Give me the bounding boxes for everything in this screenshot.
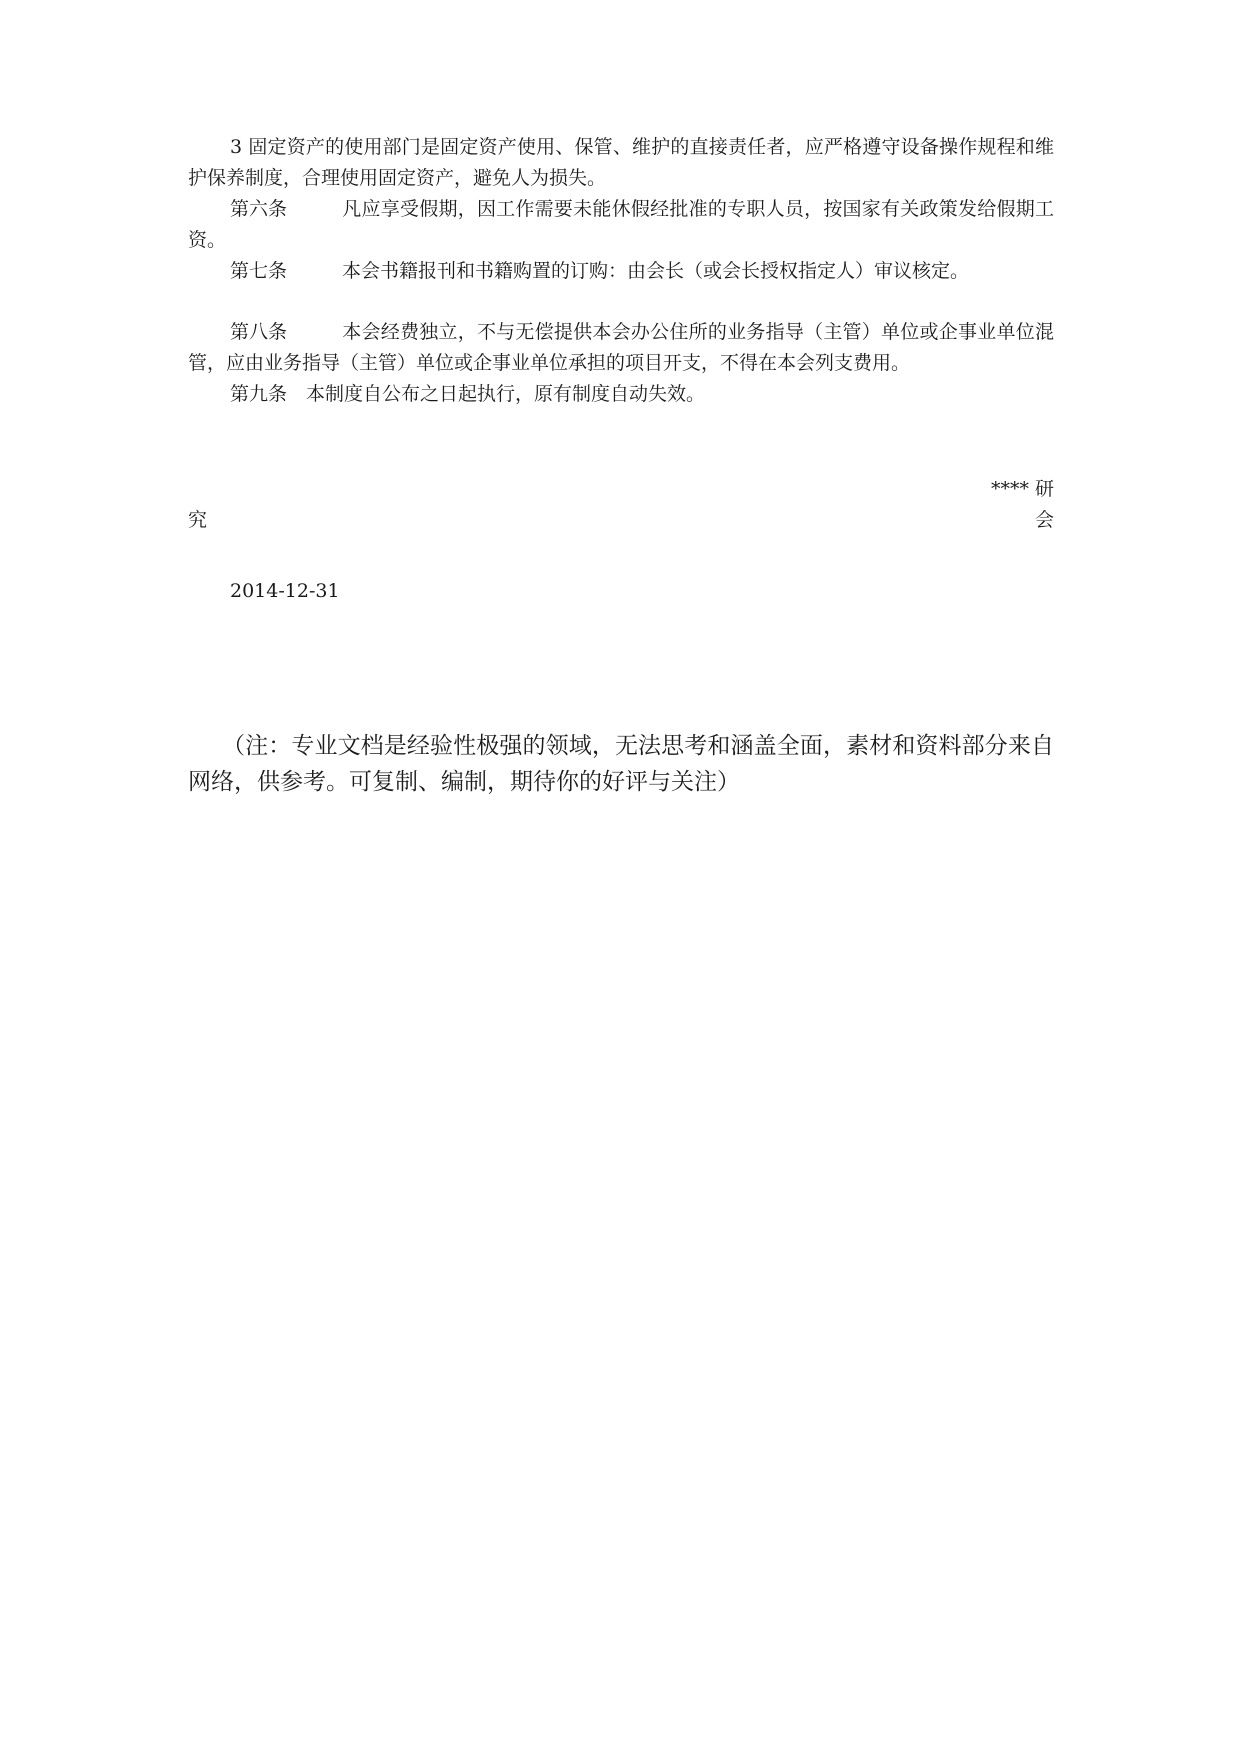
article-8-text: 本会经费独立，不与无偿提供本会办公住所的业务指导（主管）单位或企事业单位混管，应由业务指导（主管）单位或企事业单位承担的项目开支，不得在本会列支费用。	[188, 321, 1054, 374]
fixed-asset-paragraph: 3 固定资产的使用部门是固定资产使用、保管、维护的直接责任者，应严格遵守设备操作规程和维护保养制度，合理使用固定资产，避免人为损失。	[188, 136, 1054, 189]
signature-line-2	[188, 505, 1054, 536]
article-6-label: 第六条	[230, 198, 288, 220]
disclaimer-note: （注：专业文档是经验性极强的领域，无法思考和涵盖全面，素材和资料部分来自网络，供参考。可复制、编制，期待你的好评与关注）	[188, 733, 1054, 795]
article-9-text: 本制度自公布之日起执行，原有制度自动失效。	[306, 383, 706, 405]
signature-org-part-1: **** 研	[990, 478, 1054, 500]
regulation-body	[188, 132, 1054, 410]
article-8-label: 第八条	[230, 321, 288, 343]
article-7-label: 第七条	[230, 260, 288, 282]
article-6-text: 凡应享受假期，因工作需要未能休假经批准的专职人员，按国家有关政策发给假期工资。	[188, 198, 1054, 251]
paragraph-gap	[188, 287, 1054, 317]
article-6	[188, 194, 1054, 256]
signature-org-part-2: 究	[188, 509, 208, 531]
article-7-text: 本会书籍报刊和书籍购置的订购：由会长（或会长授权指定人）审议核定。	[342, 260, 970, 282]
article-9-label: 第九条	[230, 383, 288, 405]
signature-line-1	[188, 474, 1054, 505]
article-8	[188, 317, 1054, 379]
article-9	[188, 379, 1054, 410]
article-7	[188, 256, 1054, 287]
document-date: 2014-12-31	[230, 580, 340, 602]
signature-org-part-3: 会	[1034, 509, 1054, 531]
